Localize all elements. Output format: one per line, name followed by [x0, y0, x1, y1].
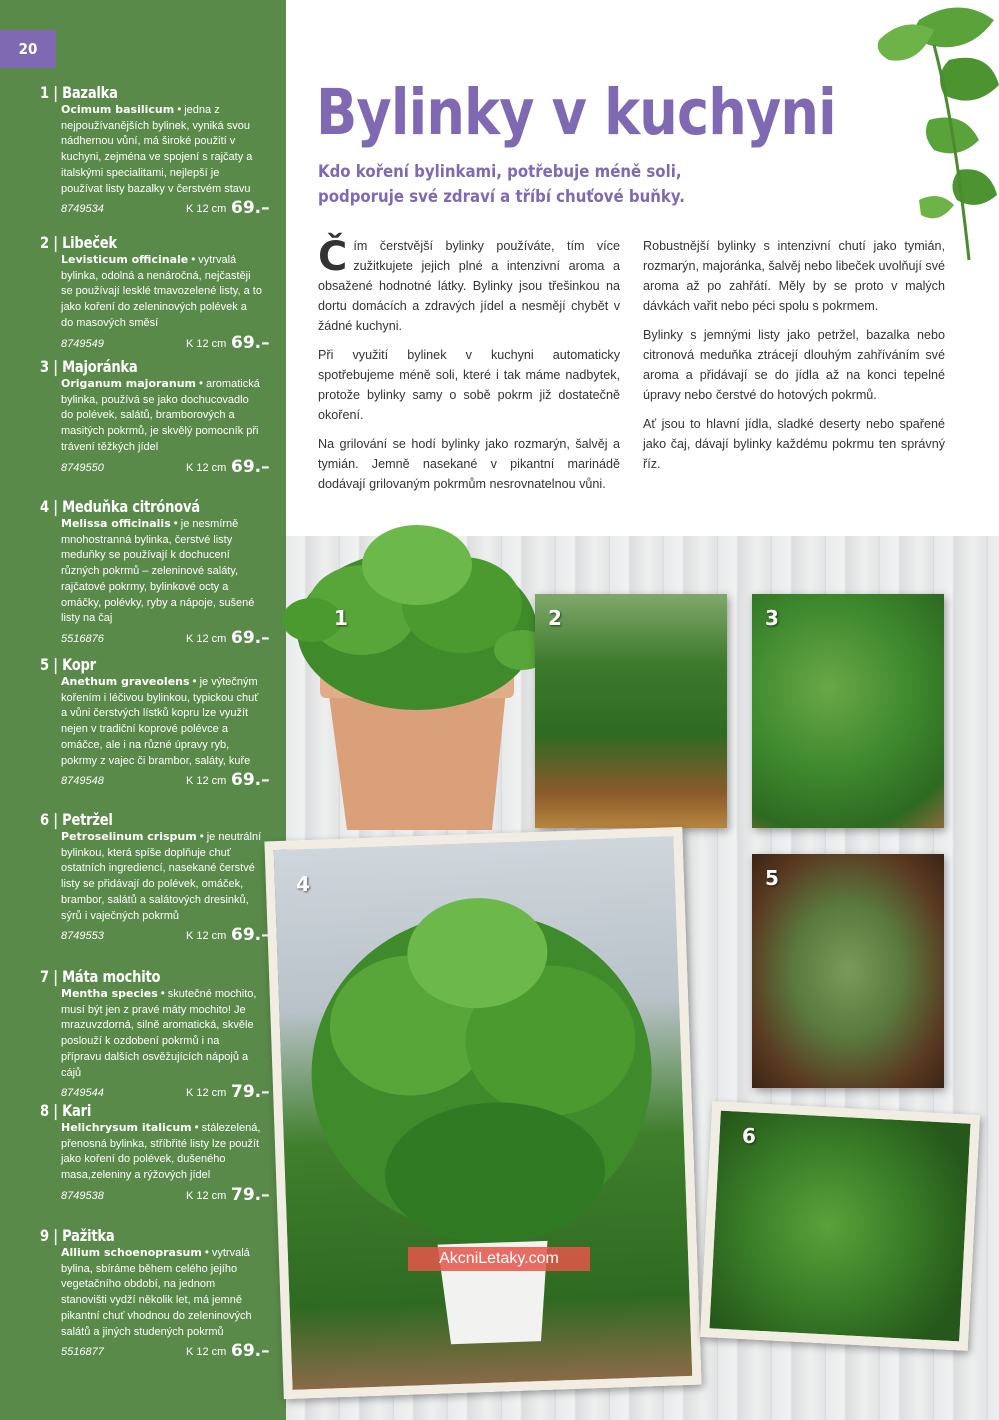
product-price: 79.–	[231, 1082, 270, 1103]
product-footer	[61, 925, 270, 946]
bullet-icon: •	[177, 104, 182, 116]
product-latin-name: Melissa officinalis	[61, 517, 171, 530]
page-headline: Bylinky v kuchyni	[316, 76, 836, 149]
intro-paragraph: Robustnější bylinky s intenzivní chutí jako tymián, rozmarýn, majoránka, šalvěj nebo libeček uvolňují své aroma až po zahřátí. Měly by se proto v malých dávkách vařit nebo péci spolu s pokrmem.	[643, 239, 945, 313]
product-title: 1 | Bazalka	[40, 83, 118, 102]
lemon-balm-plant	[274, 836, 693, 1390]
product-size: K 12 cm	[186, 632, 227, 645]
product-code: 8749544	[61, 1087, 104, 1100]
product-title: 5 | Kopr	[40, 655, 96, 674]
intro-paragraph: Bylinky s jemnými listy jako petržel, bazalka nebo citronová meduňka ztrácejí dlouhým zahříváním své aroma a přidávají se do jídla až na konci tepelné úpravy nebo čerstvé do hotových pokrmů.	[643, 328, 945, 402]
product-footer	[61, 198, 270, 219]
product-price: 69.–	[231, 627, 270, 648]
product-item	[40, 497, 270, 649]
watermark-banner: AkcniLetaky.com	[408, 1247, 590, 1271]
photo-label: 5	[765, 866, 779, 890]
product-item	[40, 357, 270, 478]
product-price: 69.–	[231, 332, 270, 353]
product-size: K 12 cm	[186, 203, 227, 216]
product-size: K 12 cm	[186, 775, 227, 788]
product-footer	[61, 1341, 270, 1362]
product-description-text: aromatická bylinka, používá se jako dochucovadlo do polévek, salátů, bramborových a masitých pokrmů, je skvělý pomocník při trávení těžkých jídel	[61, 378, 260, 453]
product-description	[61, 829, 262, 924]
product-size: K 12 cm	[186, 930, 227, 943]
product-description	[61, 376, 262, 456]
product-description-text: vytrvalá bylinka, odolná a nenáročná, nejčastěji se používají lesklé tmavozelené listy, a to jako koření do zeleninových polévek a do masových směsí	[61, 254, 262, 329]
bullet-icon: •	[192, 676, 197, 688]
product-item	[40, 655, 270, 791]
product-size: K 12 cm	[186, 1346, 227, 1359]
page-subheadline: Kdo koření bylinkami, potřebuje méně soli, podporuje své zdraví a tříbí chuťové buňky.	[318, 162, 685, 207]
marjoram-photo	[752, 594, 944, 828]
photo-label: 2	[548, 606, 562, 630]
intro-paragraph: Ať jsou to hlavní jídla, sladké deserty nebo spařené jako čaj, dávají bylinky každému pokrmu ten správný říz.	[643, 417, 945, 471]
intro-paragraph: Při využití bylinek v kuchyni automaticky spotřebujeme méně soli, které i tak máme nadbytek, protože bylinky samy o sobě pokrm již dostatečně okoření.	[318, 348, 620, 422]
intro-paragraph: Na grilování se hodí bylinky jako rozmarýn, šalvěj a tymián. Jemně nasekané v pikantní marinádě dodávají grilovaným pokrmům nesrovnatelnou vůni.	[318, 437, 620, 491]
product-code: 8749550	[61, 461, 104, 474]
product-size: K 12 cm	[186, 461, 227, 474]
product-title: 9 | Pažitka	[40, 1226, 115, 1245]
bullet-icon: •	[198, 378, 204, 390]
product-description	[61, 986, 262, 1081]
product-title: 2 | Libeček	[40, 233, 117, 252]
product-description-text: jedna z nejpoužívanějších bylinek, vyniká svou nádhernou vůní, má široké použití v kuchyni, zejména ve spojení s rajčaty a italskými specialitami, nejlepší je používat listy bazalky v čerstvém stavu	[61, 104, 253, 195]
intro-column-1	[318, 236, 620, 503]
product-price: 69.–	[231, 925, 270, 946]
product-description	[61, 252, 262, 332]
product-latin-name: Mentha species	[61, 987, 158, 1000]
product-price: 69.–	[231, 770, 270, 791]
product-title: 7 | Máta mochito	[40, 967, 161, 986]
product-latin-name: Levisticum officinale	[61, 253, 189, 266]
product-latin-name: Ocimum basilicum	[61, 103, 175, 116]
product-footer	[61, 627, 270, 649]
product-description-text: je výtečným kořením i léčivou bylinkou, typickou chuť a vůni čerstvých lístků kopru lze využít nejen v tradiční koprové polévce a omáčce, ale i na různé úpravy ryb, pokrmy z vajec či brambor, saláty, kuře	[61, 676, 259, 767]
bullet-icon: •	[194, 1122, 199, 1134]
product-latin-name: Origanum majoranum	[61, 377, 196, 390]
basil-pot-photo	[272, 510, 562, 840]
product-code: 5516877	[61, 1346, 104, 1359]
intro-column-2	[643, 236, 945, 483]
bullet-icon: •	[199, 831, 204, 843]
dill-photo	[752, 854, 944, 1088]
page-number-badge: 20	[0, 30, 56, 68]
product-item	[40, 1226, 270, 1362]
product-description	[61, 1245, 262, 1340]
product-description-text: je nesmírně mnohostranná bylinka, čerstvé listy meduňky se používají k dochucení různých pokrmů – zeleninové saláty, rajčatové pokrmy, bylinkové octy a omáčky, polévky, ryby a nápoje, sušené listy na čaj	[61, 518, 255, 625]
product-price: 69.–	[231, 1341, 270, 1362]
product-item	[40, 83, 270, 219]
product-description	[61, 674, 262, 769]
product-code: 5516876	[61, 632, 104, 645]
product-price: 69.–	[231, 456, 270, 477]
product-title: 8 | Kari	[40, 1101, 92, 1120]
product-latin-name: Petroselinum crispum	[61, 830, 197, 843]
photo-label: 6	[742, 1124, 756, 1148]
lovage-photo	[535, 594, 727, 828]
product-item	[40, 810, 270, 946]
product-description-text: skutečné mochito, musí být jen z pravé máty mochito! Je mrazuvzdorná, silně aromatická, skvěle poslouží k ozdobení pokrmů i na přípravu dalších osvěžujících nápojů a cájů	[61, 988, 257, 1079]
photo-label: 3	[765, 606, 779, 630]
product-footer	[61, 1082, 270, 1103]
bullet-icon: •	[173, 518, 178, 530]
product-item	[40, 967, 270, 1103]
product-description-text: stálezelená, přenosná bylinka, stříbřité listy lze použít jako koření do polévek, dušeného masa,zeleniny a rýžových jídel	[61, 1122, 261, 1182]
product-code: 8749553	[61, 930, 104, 943]
bullet-icon: •	[191, 254, 196, 266]
product-title: 4 | Meduňka citrónová	[40, 497, 200, 516]
product-latin-name: Allium schoenoprasum	[61, 1246, 202, 1259]
intro-paragraph: ím čerstvější bylinky používáte, tím více zužitkujete jejich plné a intenzivní aroma a obsažené hodnotné látky. Bylinky jsou třešinkou na dortu domácích a zdravých jídel a nesmějí chybět v žádné kuchyni.	[318, 239, 620, 333]
product-code: 8749548	[61, 775, 104, 788]
product-latin-name: Helichrysum italicum	[61, 1121, 192, 1134]
herb-leaves-image	[859, 0, 999, 270]
product-footer	[61, 456, 270, 478]
product-footer	[61, 770, 270, 791]
product-size: K 12 cm	[186, 1087, 227, 1100]
lemon-balm-photo	[264, 827, 701, 1399]
product-title: 6 | Petržel	[40, 810, 113, 829]
product-code: 8749549	[61, 337, 104, 350]
product-description	[61, 1120, 262, 1184]
product-footer	[61, 1184, 270, 1206]
product-size: K 12 cm	[186, 1189, 227, 1202]
bullet-icon: •	[160, 988, 165, 1000]
product-price: 69.–	[231, 198, 270, 219]
product-title: 3 | Majoránka	[40, 357, 138, 376]
photo-label: 4	[296, 872, 310, 896]
product-price: 79.–	[231, 1184, 270, 1205]
photo-label: 1	[334, 606, 348, 630]
product-latin-name: Anethum graveolens	[61, 675, 190, 688]
product-footer	[61, 332, 270, 354]
product-description-text: je neutrální bylinkou, která spíše doplňuje chuť ostatních ingrediencí, nasekané čerstvé listy se přidávají do polévek, omáček, brambor, salátů a salátových dresinků, sýrů i vaječných pokrmů	[61, 831, 262, 922]
product-description	[61, 102, 262, 197]
product-description	[61, 516, 262, 627]
product-item	[40, 1101, 270, 1206]
product-description-text: vytrvalá bylina, sbíráme během celého jejího vegetačního období, na jednom stanovišti vydží několik let, má jemně pikantní chuť vhodnou do zeleninových salátů a jiných studených pokrmů	[61, 1247, 252, 1338]
bullet-icon: •	[204, 1247, 209, 1259]
product-item	[40, 233, 270, 354]
product-code: 8749538	[61, 1189, 104, 1202]
product-code: 8749534	[61, 203, 104, 216]
drop-cap: Č	[318, 234, 348, 280]
product-size: K 12 cm	[186, 337, 227, 350]
